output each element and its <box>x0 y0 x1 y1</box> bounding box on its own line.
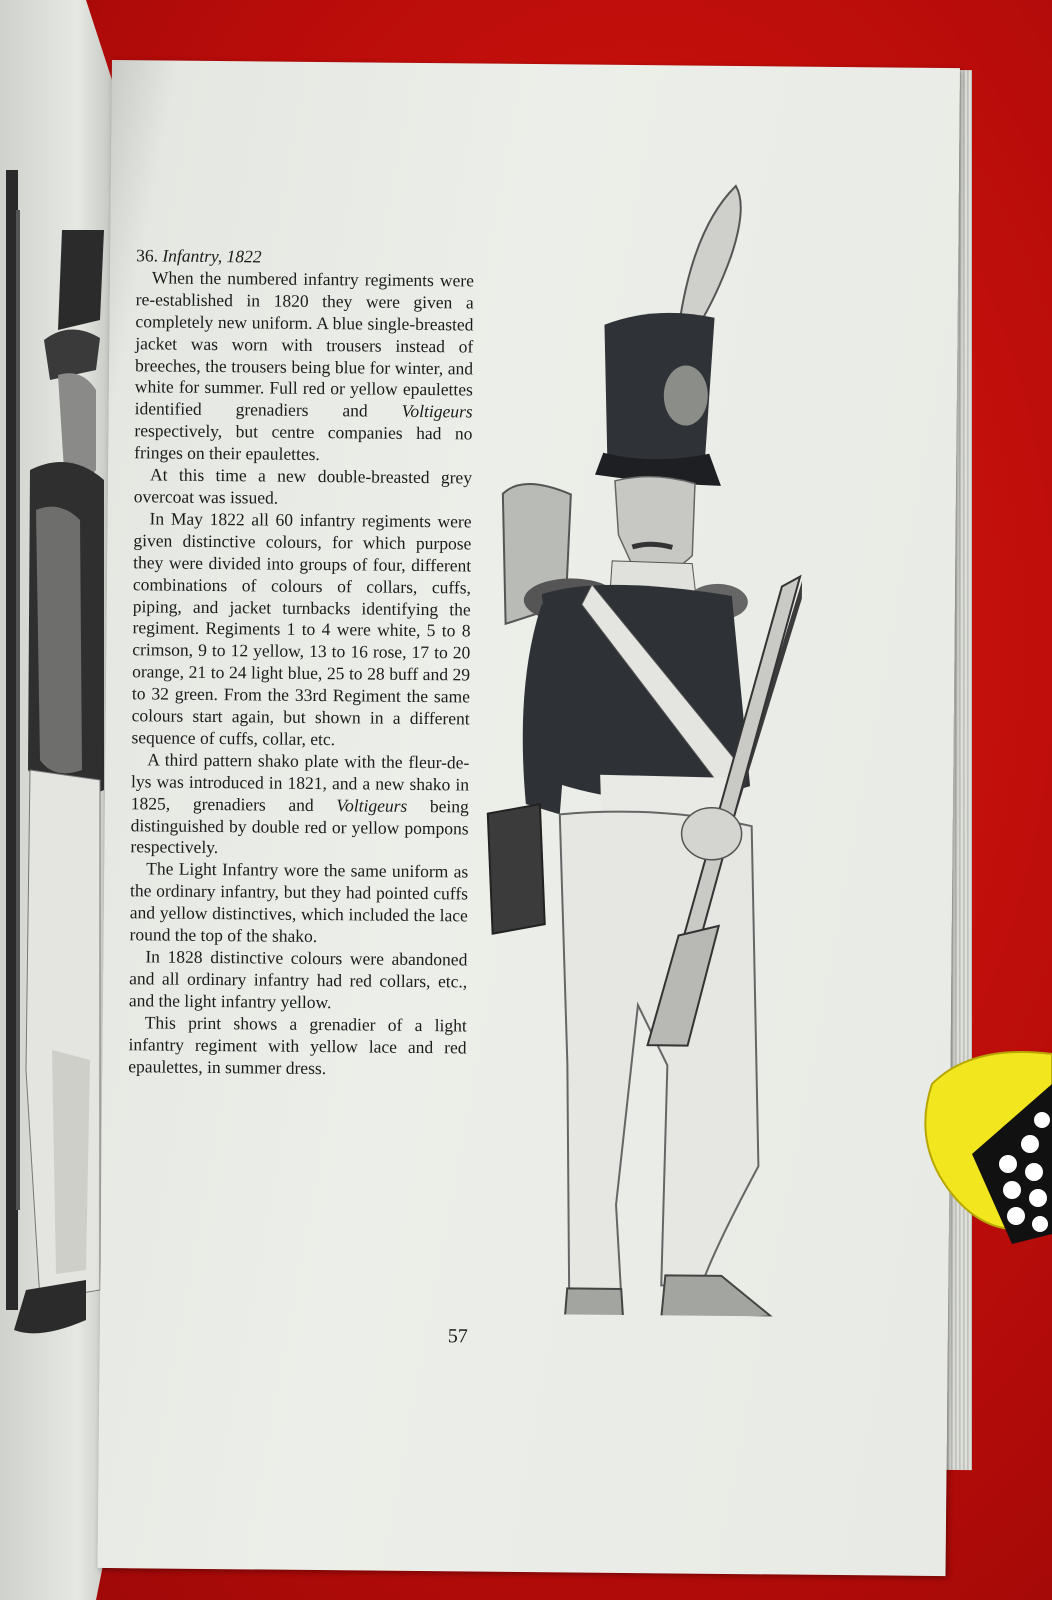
paragraph <box>134 464 472 511</box>
plate-heading <box>136 245 474 270</box>
text-run: This print shows a grenadier of a light infantry regiment with yellow lace and red epaulettes, in summer dress. <box>128 1012 467 1078</box>
text-run: At this time a new double-breasted grey overcoat was issued. <box>133 464 473 508</box>
italic-term: Voltigeurs <box>336 794 408 816</box>
grenadier-illustration <box>475 164 806 1317</box>
page-number: 57 <box>447 1325 468 1348</box>
book-page <box>98 60 960 1576</box>
eraser-icon <box>912 1044 1052 1244</box>
text-run: respectively, but centre companies had no fringes on their epaulettes. <box>134 420 473 465</box>
text-column <box>128 245 474 1081</box>
shako-icon <box>595 312 723 486</box>
text-run: In May 1822 all 60 infantry regiments were given distinctive colours, for which purpose they were divided into groups of four, different combinations of colours of collars, cuffs, piping, and jacket turnbacks identifying the regiment. Regiments 1 to 4 were white, 5 to 8 crimson, 9 to 12 yellow, 13 to 16 rose, 17 to 20 orange, 21 to 24 light blue, 25 to 28 buff and 29 to 32 green. From the 33rd Regiment the same colours start again, but shown in a different sequence of cuffs, collar, etc. <box>131 508 472 750</box>
plate-title: Infantry, 1822 <box>162 245 262 267</box>
text-run: When the numbered infantry regiments were re-established in 1820 they were given a completely new uniform. A blue single-breasted jacket was worn with trousers instead of breeches, the trousers being blue for winter, and white for summer. Full red or yellow epaulettes identified grenadiers and <box>134 267 474 422</box>
paragraph <box>129 859 468 950</box>
body-text <box>128 267 474 1081</box>
italic-term: Voltigeurs <box>401 401 473 422</box>
plate-number: 36. <box>136 245 159 266</box>
text-run: The Light Infantry wore the same uniform as the ordinary infantry, but they had pointed cuffs and yellow distinctives, which included the lace round the top of the shako. <box>129 858 469 947</box>
text-run: A third pattern shako plate with the fleur-de-lys was introduced in 1821, and a new shako in 1825, grenadiers and <box>130 749 470 815</box>
paragraph <box>128 1012 467 1081</box>
text-run: being distinguished by double red or yellow pompons respectively. <box>130 795 469 858</box>
paragraph <box>129 946 468 1015</box>
paragraph <box>131 508 471 752</box>
plume-icon <box>680 185 740 326</box>
paragraph <box>134 267 474 467</box>
text-run: In 1828 distinctive colours were abandoned and all ordinary infantry had red collars, etc., and the light infantry yellow. <box>128 946 468 1012</box>
paragraph <box>130 749 469 862</box>
